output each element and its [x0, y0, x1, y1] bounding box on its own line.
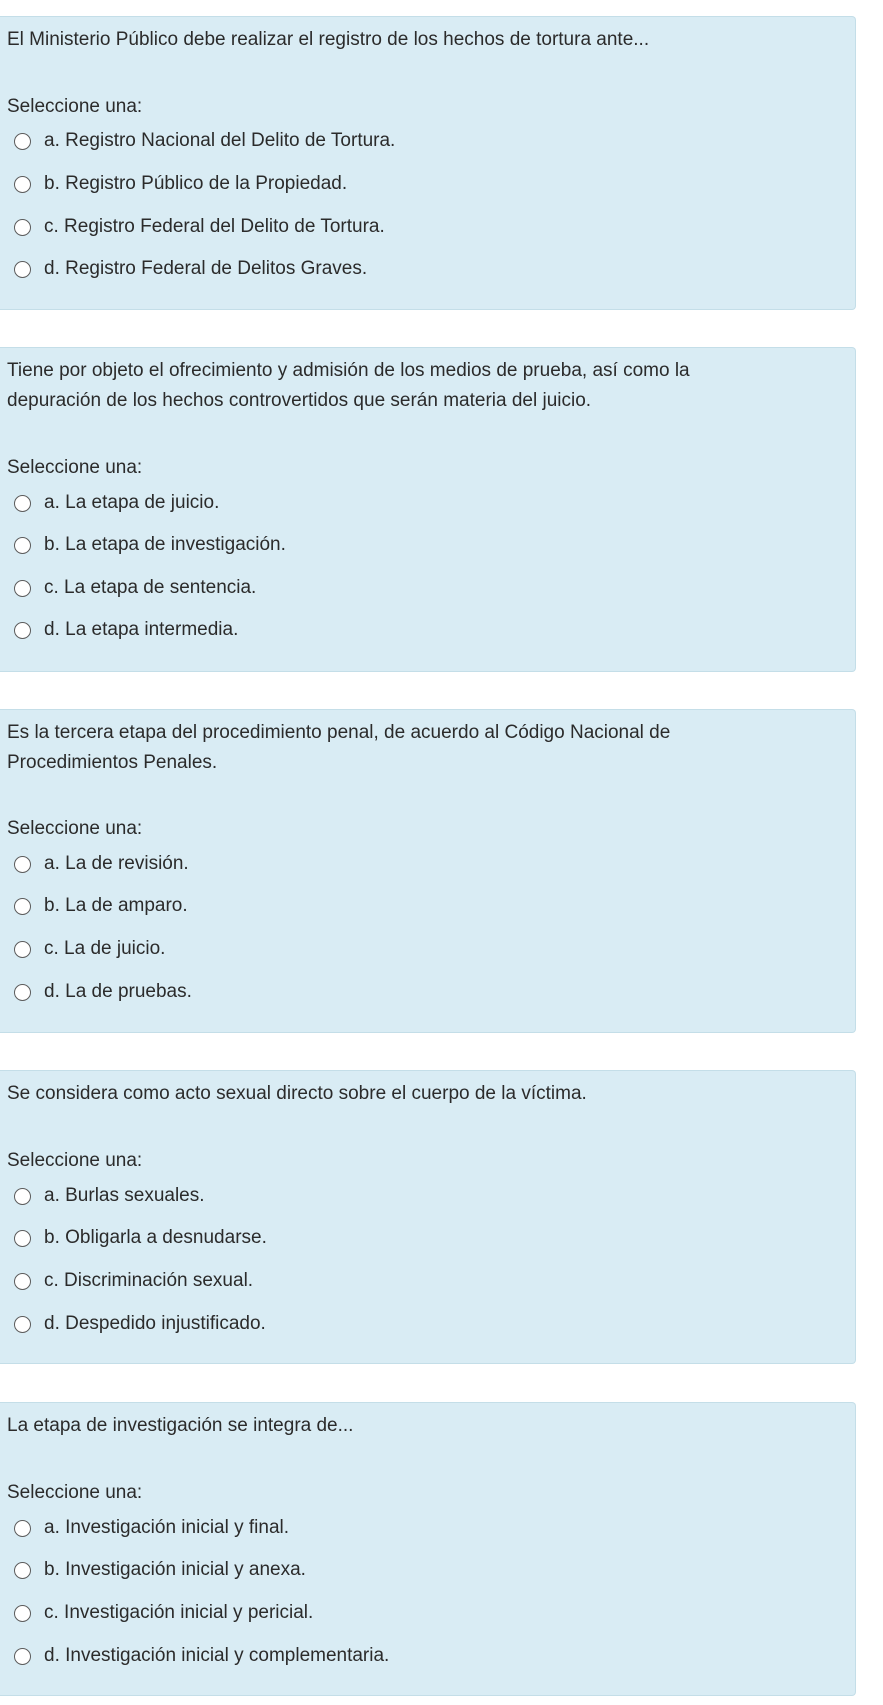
radio-button-icon[interactable] — [14, 622, 31, 639]
answer-option[interactable] — [14, 1599, 313, 1627]
radio-button-icon[interactable] — [14, 1520, 31, 1537]
answer-option-label: c. Registro Federal del Delito de Tortura. — [44, 216, 385, 237]
answer-option[interactable] — [14, 489, 219, 517]
answer-option-label: b. La de amparo. — [44, 895, 188, 916]
answer-option[interactable] — [14, 1182, 205, 1210]
answer-option-label: c. La de juicio. — [44, 938, 166, 959]
select-prompt: Seleccione una: — [7, 1482, 143, 1503]
select-prompt: Seleccione una: — [7, 1150, 143, 1171]
question-text: La etapa de investigación se integra de... — [7, 1415, 354, 1436]
answer-option-label: d. La etapa intermedia. — [44, 619, 239, 640]
question-card — [0, 16, 856, 310]
answer-option-label: a. Burlas sexuales. — [44, 1185, 205, 1206]
answer-option[interactable] — [14, 1514, 289, 1542]
question-text: El Ministerio Público debe realizar el registro de los hechos de tortura ante... — [7, 29, 650, 50]
answer-option[interactable] — [14, 1642, 389, 1670]
answer-option-label: d. Despedido injustificado. — [44, 1313, 266, 1334]
radio-button-icon[interactable] — [14, 176, 31, 193]
select-prompt: Seleccione una: — [7, 457, 143, 478]
answer-option-label: d. Registro Federal de Delitos Graves. — [44, 258, 368, 279]
radio-button-icon[interactable] — [14, 898, 31, 915]
answer-option-label: b. Investigación inicial y anexa. — [44, 1559, 306, 1580]
question-text: Es la tercera etapa del procedimiento penal, de acuerdo al Código Nacional de Procedimientos Penales. — [7, 722, 671, 773]
radio-button-icon[interactable] — [14, 219, 31, 236]
answer-option[interactable] — [14, 1310, 266, 1338]
answer-option-label: c. Discriminación sexual. — [44, 1270, 254, 1291]
answer-option[interactable] — [14, 127, 395, 155]
answer-option[interactable] — [14, 574, 256, 602]
radio-button-icon[interactable] — [14, 1562, 31, 1579]
radio-button-icon[interactable] — [14, 261, 31, 278]
radio-button-icon[interactable] — [14, 1188, 31, 1205]
answer-option[interactable] — [14, 255, 367, 283]
answer-option[interactable] — [14, 1556, 306, 1584]
answer-option[interactable] — [14, 531, 286, 559]
radio-button-icon[interactable] — [14, 1230, 31, 1247]
question-card — [0, 347, 856, 672]
question-text: Se considera como acto sexual directo sobre el cuerpo de la víctima. — [7, 1083, 587, 1104]
question-card — [0, 1070, 856, 1364]
radio-button-icon[interactable] — [14, 984, 31, 1001]
answer-option[interactable] — [14, 170, 347, 198]
answer-option-label: a. La etapa de juicio. — [44, 492, 220, 513]
answer-option-label: c. Investigación inicial y pericial. — [44, 1602, 314, 1623]
answer-option[interactable] — [14, 213, 385, 241]
question-card — [0, 709, 856, 1033]
answer-option-label: a. Registro Nacional del Delito de Tortura. — [44, 130, 396, 151]
answer-option[interactable] — [14, 978, 192, 1006]
answer-option[interactable] — [14, 616, 238, 644]
answer-option-label: c. La etapa de sentencia. — [44, 577, 257, 598]
answer-option-label: a. La de revisión. — [44, 853, 189, 874]
answer-option[interactable] — [14, 850, 189, 878]
select-prompt: Seleccione una: — [7, 818, 143, 839]
answer-option-label: b. Obligarla a desnudarse. — [44, 1227, 267, 1248]
radio-button-icon[interactable] — [14, 1605, 31, 1622]
radio-button-icon[interactable] — [14, 1648, 31, 1665]
radio-button-icon[interactable] — [14, 133, 31, 150]
answer-option[interactable] — [14, 892, 188, 920]
answer-option-label: a. Investigación inicial y final. — [44, 1517, 290, 1538]
radio-button-icon[interactable] — [14, 856, 31, 873]
answer-option-label: d. Investigación inicial y complementaria. — [44, 1645, 390, 1666]
answer-option[interactable] — [14, 935, 165, 963]
select-prompt: Seleccione una: — [7, 96, 143, 117]
radio-button-icon[interactable] — [14, 941, 31, 958]
answer-option-label: d. La de pruebas. — [44, 981, 192, 1002]
radio-button-icon[interactable] — [14, 1316, 31, 1333]
answer-option[interactable] — [14, 1224, 267, 1252]
answer-option-label: b. La etapa de investigación. — [44, 534, 286, 555]
question-text: Tiene por objeto el ofrecimiento y admisión de los medios de prueba, así como la depuración de los hechos controvertidos que serán materia del juicio. — [7, 360, 690, 411]
radio-button-icon[interactable] — [14, 1273, 31, 1290]
answer-option[interactable] — [14, 1267, 253, 1295]
radio-button-icon[interactable] — [14, 580, 31, 597]
question-card — [0, 1402, 856, 1696]
answer-option-label: b. Registro Público de la Propiedad. — [44, 173, 348, 194]
radio-button-icon[interactable] — [14, 495, 31, 512]
radio-button-icon[interactable] — [14, 537, 31, 554]
